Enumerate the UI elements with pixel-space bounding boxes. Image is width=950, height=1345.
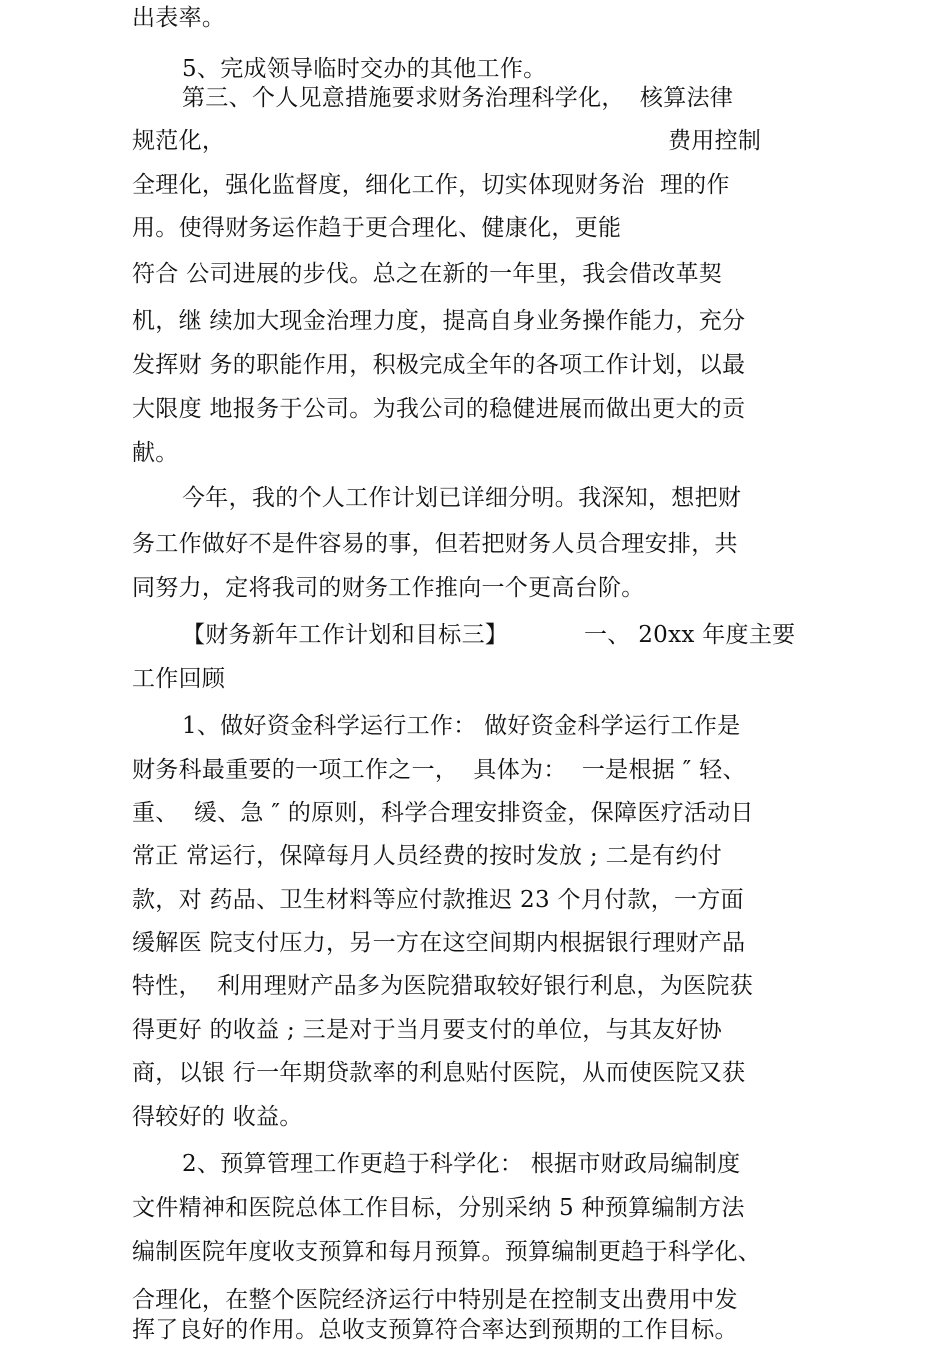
text-line: 常正 常运行，保障每月人员经费的按时发放 ; 二是有约付 [132,843,723,869]
text-line: 出表率。 [132,5,226,31]
text-line: 务工作做好不是件容易的事，但若把财务人员合理安排，共 [132,531,738,557]
text-line: 文件精神和医院总体工作目标，分别采纳 5 种预算编制方法 [132,1195,745,1221]
text-line: 特性， 利用理财产品多为医院猎取较好银行利息，为医院获 [132,973,754,999]
text-line: 1、做好资金科学运行工作： 做好资金科学运行工作是 [182,713,741,739]
text-line: 合理化，在整个医院经济运行中特别是在控制支出费用中发 [132,1287,738,1313]
text-line: 第三、个人见意措施要求财务治理科学化， 核算法律 [182,85,734,111]
text-line: 编制医院年度收支预算和每月预算。预算编制更趋于科学化、 [132,1239,762,1265]
text-line: 2、预算管理工作更趋于科学化： 根据市财政局编制度 [182,1151,741,1177]
text-line: 献。 [132,440,179,466]
text-line: 用。使得财务运作趋于更合理化、健康化，更能 [132,215,622,241]
text-line: 缓解医 院支付压力，另一方在这空间期内根据银行理财产品 [132,930,746,956]
section-heading: 【财务新年工作计划和目标三】 [182,622,509,648]
text-line: 同努力，定将我司的财务工作推向一个更高台阶。 [132,575,645,601]
text-line: 费用控制 [668,128,762,154]
text-line: 重、 缓、急 ″ 的原则，科学合理安排资金，保障医疗活动日 [132,800,754,826]
text-line: 得较好的 收益。 [132,1104,303,1130]
text-line: 机，继 续加大现金治理力度，提高自身业务操作能力，充分 [132,308,746,334]
text-line: 规范化， [132,128,226,154]
text-line: 发挥财 务的职能作用，积极完成全年的各项工作计划，以最 [132,352,746,378]
text-line: 一、 20xx 年度主要 [584,622,796,648]
text-line: 财务科最重要的一项工作之一， 具体为： 一是根据 ″ 轻、 [132,757,746,783]
text-line: 得更好 的收益 ; 三是对于当月要支付的单位，与其友好协 [132,1017,723,1043]
text-line: 工作回顾 [132,666,226,692]
text-line: 大限度 地报务于公司。为我公司的稳健进展而做出更大的贡 [132,396,746,422]
text-line: 商，以银 行一年期贷款率的利息贴付医院，从而使医院又获 [132,1060,746,1086]
text-line: 全理化，强化监督度，细化工作，切实体现财务治 理的作 [132,172,730,198]
text-line: 符合 公司进展的步伐。总之在新的一年里，我会借改革契 [132,261,723,287]
text-line: 挥了良好的作用。总收支预算符合率达到预期的工作目标。 [132,1317,738,1343]
text-line: 5、完成领导临时交办的其他工作。 [182,56,547,82]
text-line: 今年，我的个人工作计划已详细分明。我深知，想把财 [182,485,742,511]
text-line: 款，对 药品、卫生材料等应付款推迟 23 个月付款，一方面 [132,887,744,913]
